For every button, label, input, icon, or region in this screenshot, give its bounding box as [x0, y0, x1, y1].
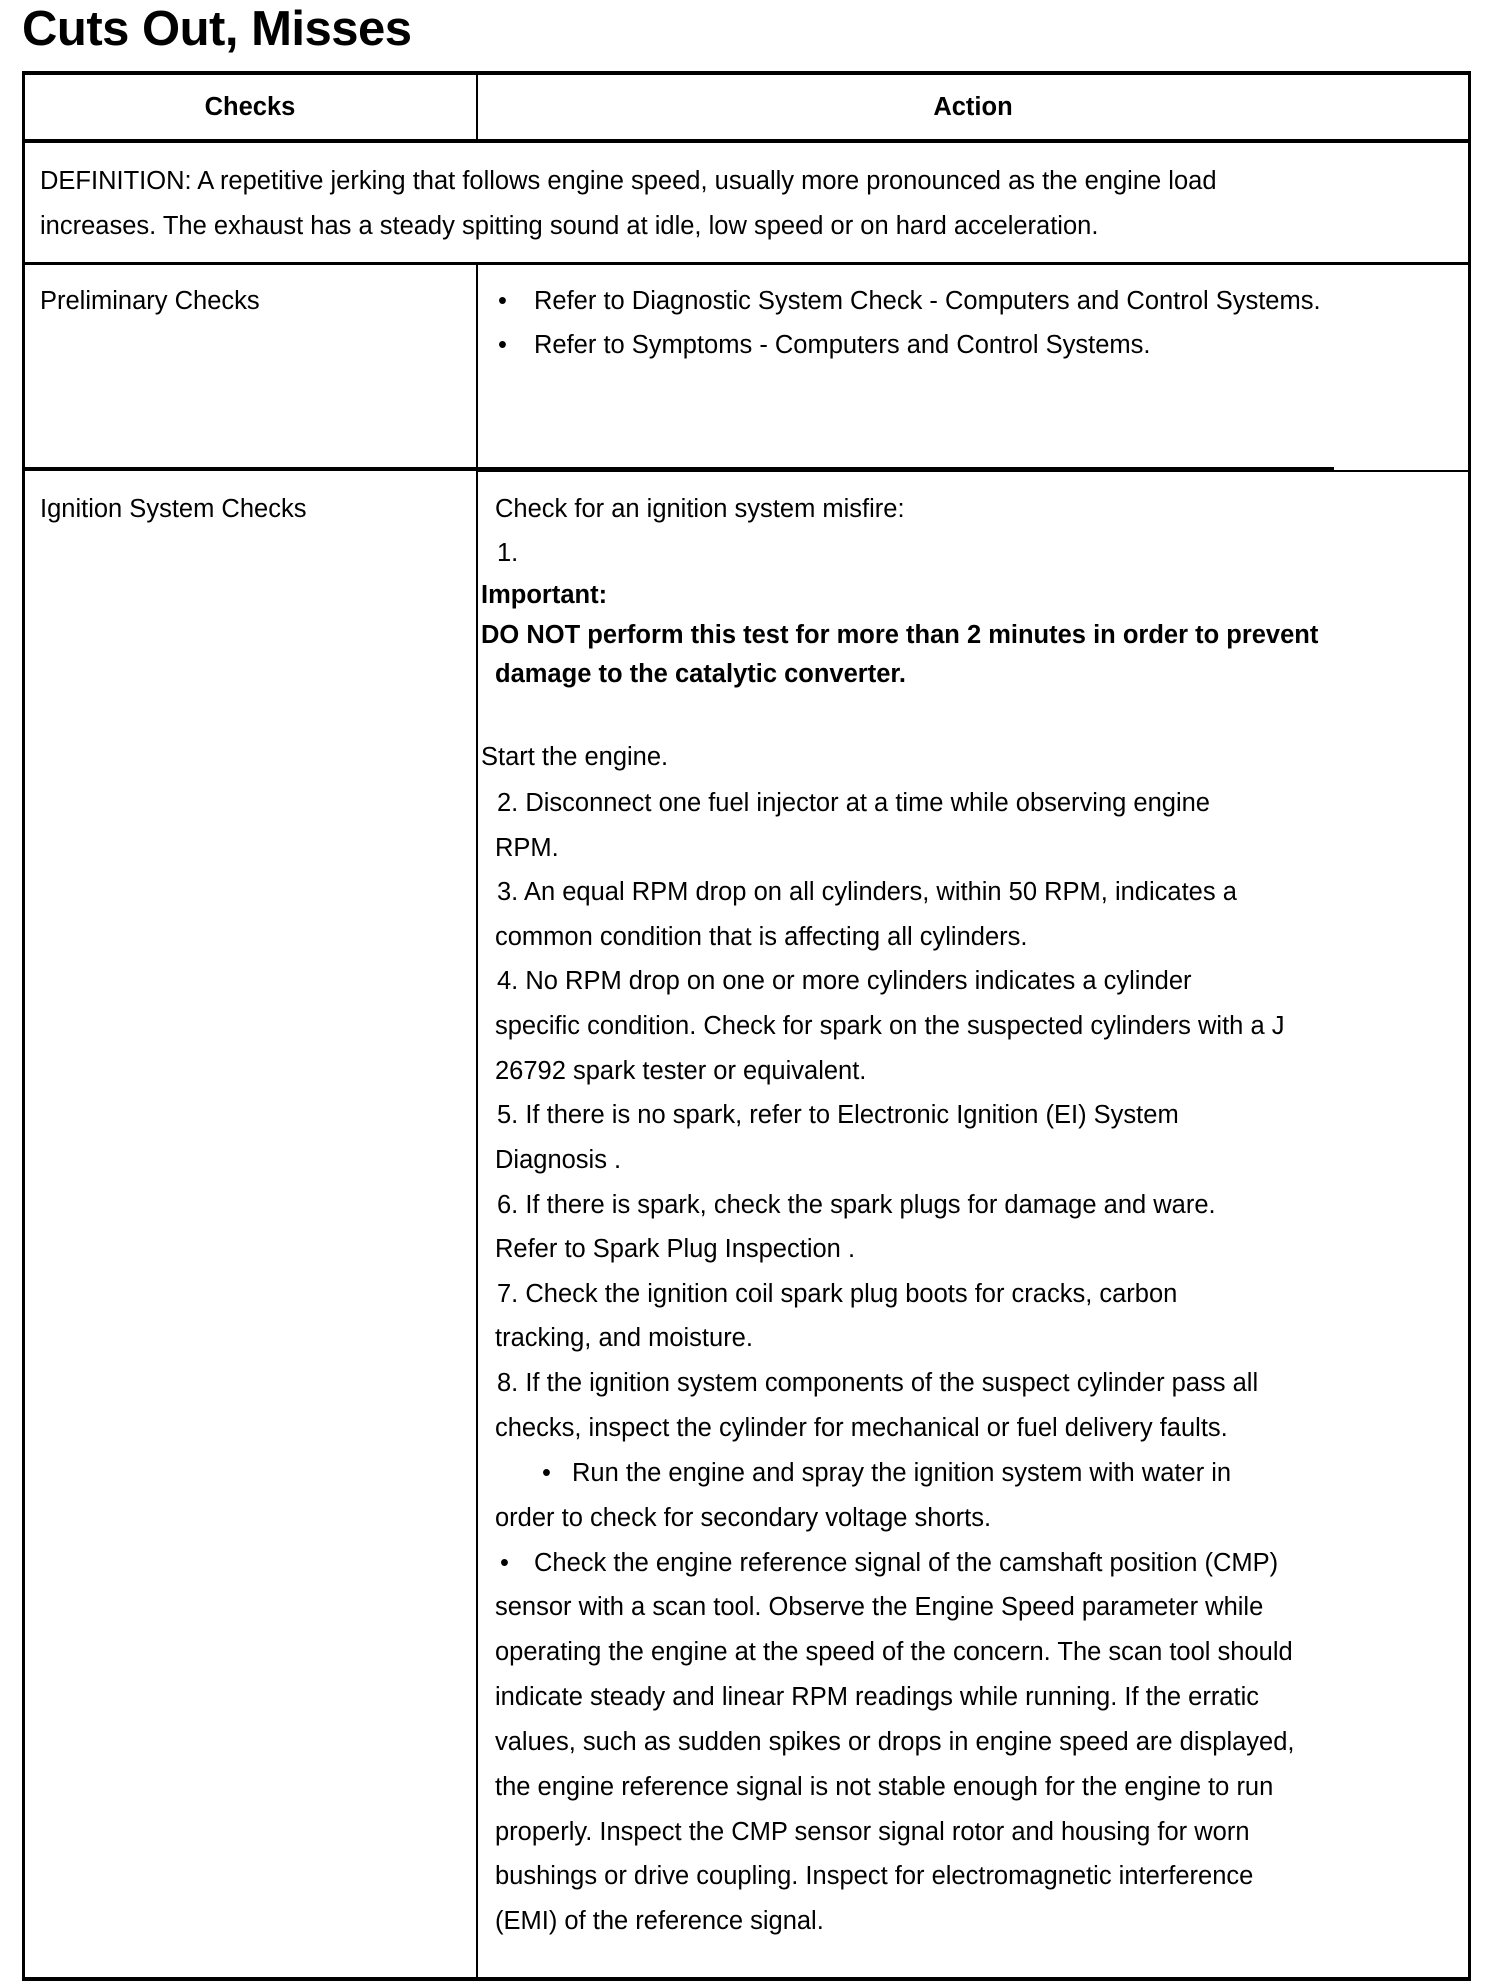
ignition-step-line: 26792 spark tester or equivalent. — [495, 1057, 867, 1085]
table-border-top — [22, 71, 1471, 75]
table-border-right — [1468, 71, 1471, 1981]
ignition-step-line: common condition that is affecting all cylinders. — [495, 923, 1028, 951]
ignition-step-line: 1. — [497, 539, 519, 567]
ignition-step-line: 5. If there is no spark, refer to Electronic Ignition (EI) System — [497, 1101, 1179, 1129]
ignition-step-line: 4. No RPM drop on one or more cylinders indicates a cylinder — [497, 967, 1192, 995]
important-note-line: Important: — [481, 581, 608, 609]
bullet-icon: • — [500, 1549, 509, 1577]
table-border-bottom — [22, 1977, 1471, 1981]
ignition-step-line: bushings or drive coupling. Inspect for electromagnetic interference — [495, 1862, 1254, 1890]
ignition-step-line: Check for an ignition system misfire: — [495, 495, 905, 523]
header-divider — [22, 139, 1471, 143]
ignition-step-line: Diagnosis . — [495, 1146, 622, 1174]
ignition-step-line: values, such as sudden spikes or drops in engine speed are displayed, — [495, 1728, 1295, 1756]
ignition-step-line: Refer to Spark Plug Inspection . — [495, 1235, 856, 1263]
ignition-step-line: Check the engine reference signal of the camshaft position (CMP) — [534, 1549, 1279, 1577]
preliminary-divider-left — [22, 467, 478, 471]
preliminary-bullet-diagnostic-check[interactable]: Refer to Diagnostic System Check - Computers and Control Systems. — [534, 287, 1321, 315]
bullet-icon: • — [498, 331, 507, 359]
ignition-step-line: 2. Disconnect one fuel injector at a time while observing engine — [497, 789, 1210, 817]
ignition-step-line: order to check for secondary voltage shorts. — [495, 1504, 992, 1532]
definition-text: DEFINITION: A repetitive jerking that follows engine speed, usually more pronounced as the engine load — [40, 167, 1217, 195]
ignition-step-line: operating the engine at the speed of the concern. The scan tool should — [495, 1638, 1293, 1666]
ignition-step-line: RPM. — [495, 834, 559, 862]
ignition-step-line: 3. An equal RPM drop on all cylinders, within 50 RPM, indicates a — [497, 878, 1237, 906]
ignition-checks-label: Ignition System Checks — [40, 495, 307, 523]
ignition-step-line: sensor with a scan tool. Observe the Engine Speed parameter while — [495, 1593, 1264, 1621]
ignition-step-line: (EMI) of the reference signal. — [495, 1907, 824, 1935]
preliminary-bullet-symptoms[interactable]: Refer to Symptoms - Computers and Control Systems. — [534, 331, 1151, 359]
ignition-step-line: indicate steady and linear RPM readings while running. If the erratic — [495, 1683, 1259, 1711]
bullet-icon: • — [542, 1459, 551, 1487]
table-border-left — [22, 71, 25, 1981]
definition-text: increases. The exhaust has a steady spitting sound at idle, low speed or on hard acceleration. — [40, 212, 1099, 240]
ignition-step-line: properly. Inspect the CMP sensor signal rotor and housing for worn — [495, 1818, 1250, 1846]
ignition-step-line: checks, inspect the cylinder for mechanical or fuel delivery faults. — [495, 1414, 1228, 1442]
ignition-step-line: the engine reference signal is not stable enough for the engine to run — [495, 1773, 1274, 1801]
ignition-step-line: 8. If the ignition system components of the suspect cylinder pass all — [497, 1369, 1259, 1397]
ignition-step-line: 6. If there is spark, check the spark plugs for damage and ware. — [497, 1191, 1216, 1219]
ignition-step-line: Start the engine. — [481, 743, 669, 771]
ignition-step-line: specific condition. Check for spark on the suspected cylinders with a J — [495, 1012, 1285, 1040]
ignition-step-line: tracking, and moisture. — [495, 1324, 753, 1352]
ignition-step-line: 7. Check the ignition coil spark plug boots for cracks, carbon — [497, 1280, 1178, 1308]
important-note-line: DO NOT perform this test for more than 2 minutes in order to prevent — [481, 621, 1319, 649]
page-title: Cuts Out, Misses — [22, 2, 412, 56]
preliminary-divider-right-lower — [476, 470, 1471, 472]
bullet-icon: • — [498, 287, 507, 315]
ignition-step-line: Run the engine and spray the ignition system with water in — [572, 1459, 1232, 1487]
definition-divider — [22, 262, 1471, 265]
column-divider-body — [476, 263, 478, 1979]
preliminary-checks-label: Preliminary Checks — [40, 287, 260, 315]
column-header-action: Action — [933, 93, 1013, 121]
column-header-checks: Checks — [204, 93, 296, 121]
important-note-line: damage to the catalytic converter. — [495, 660, 906, 688]
